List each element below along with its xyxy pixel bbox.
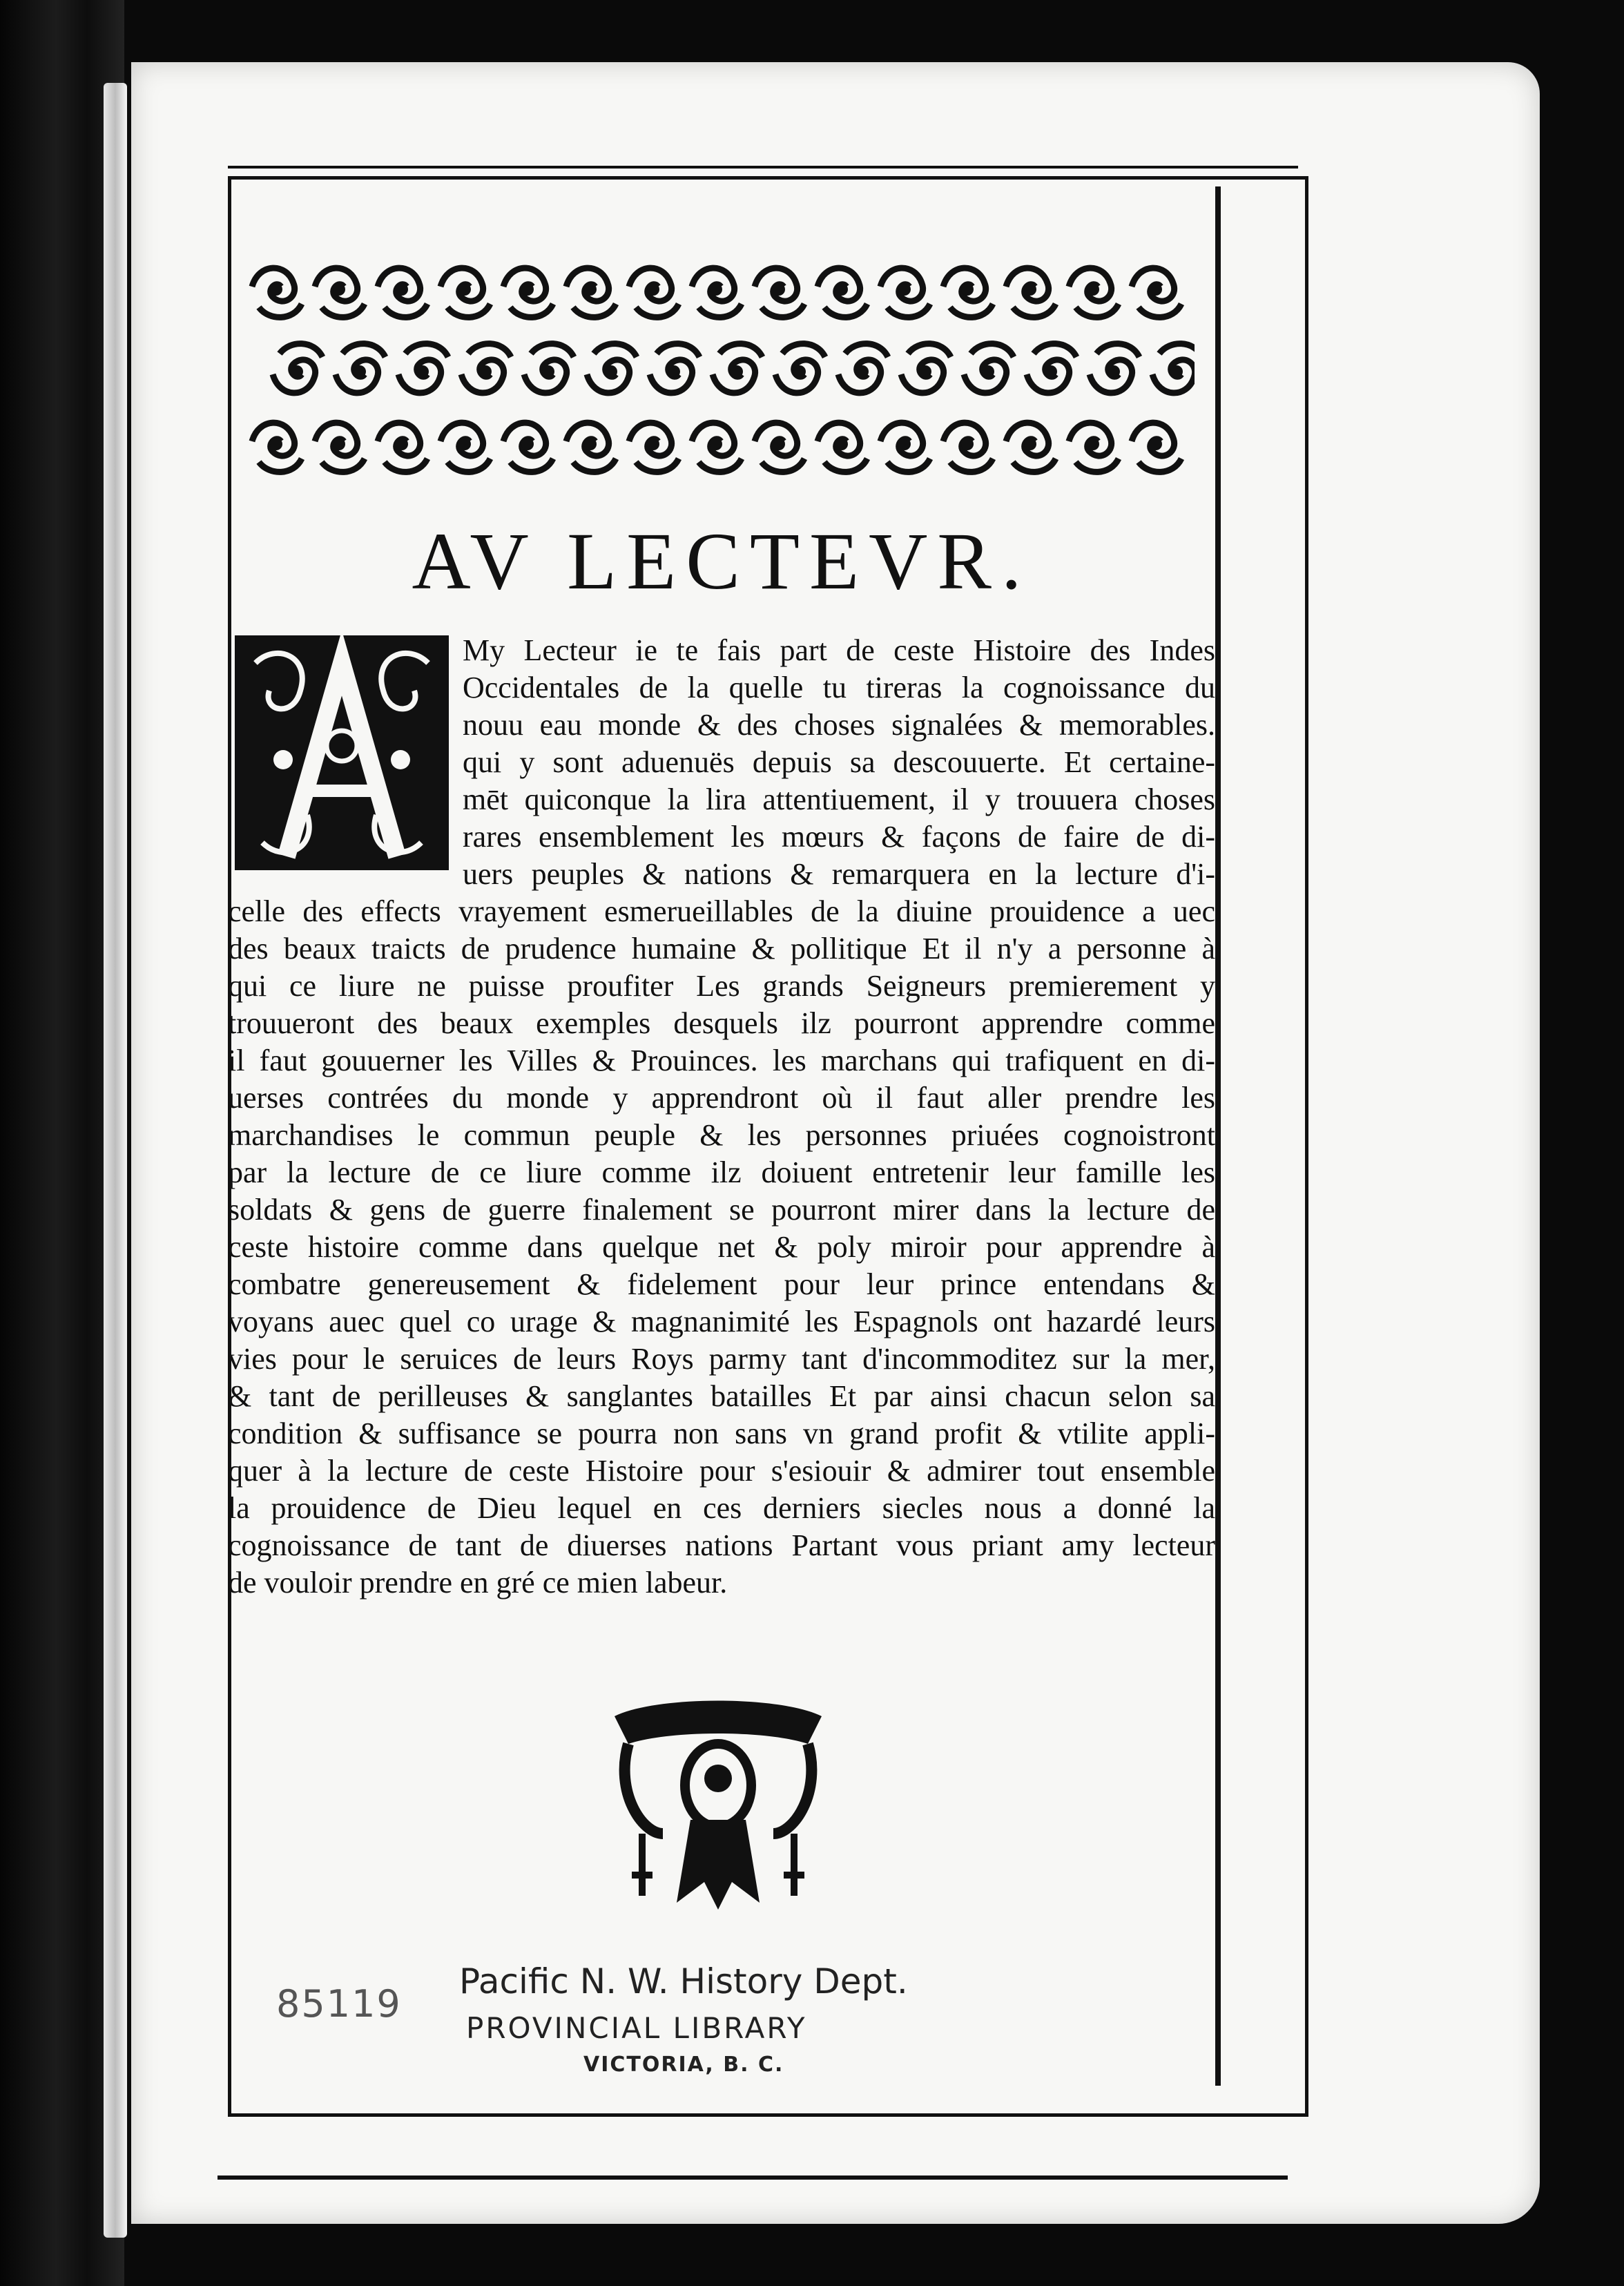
stamp-library: PROVINCIAL LIBRARY	[466, 2011, 807, 2045]
text-line: des beaux traicts de prudence humaine & pollitique Et il n'y a personne à	[228, 932, 1215, 966]
text-line: la prouidence de Dieu lequel en ces derniers siecles nous a donné la	[228, 1491, 1215, 1525]
text-line: condition & suffisance se pourra non sans vn grand profit & vtilite appli-	[228, 1416, 1215, 1450]
text-line: marchandises le commun peuple & les personnes priuées cognoistront	[228, 1118, 1215, 1152]
text-line: & tant de perilleuses & sanglantes batailles Et par ainsi chacun selon sa	[228, 1379, 1215, 1413]
page-frame-inner-rule	[1215, 186, 1221, 2086]
stamp-location: VICTORIA, B. C.	[583, 2053, 784, 2077]
stamp-department: Pacific N. W. History Dept.	[459, 1961, 908, 2001]
top-rule	[228, 166, 1298, 169]
text-line: de vouloir prendre en gré ce mien labeur.	[228, 1566, 728, 1600]
text-line: qui y sont aduenuës depuis sa descouuerte. Et certaine-	[463, 745, 1215, 779]
text-line: par la lecture de ce liure comme ilz doiuent entretenir leur famille les	[228, 1155, 1215, 1189]
text-line: voyans auec quel co urage & magnanimité les Espagnols ont hazardé leurs	[228, 1305, 1215, 1338]
text-line: nouu eau monde & des choses signalées & memorables.	[463, 708, 1215, 742]
ornamental-headpiece	[245, 252, 1195, 490]
accession-number: 85119	[276, 1982, 402, 2026]
preface-text	[228, 632, 1215, 1602]
text-line: qui ce liure ne puisse proufiter Les grands Seigneurs premierement y	[228, 969, 1215, 1003]
text-line: combatre genereusement & fidelement pour leur prince entendans &	[228, 1267, 1215, 1301]
bottom-rule	[218, 2175, 1288, 2180]
binding-edge	[104, 83, 127, 2238]
text-line: mēt quiconque la lira attentiuement, il y trouuera choses	[463, 782, 1215, 816]
text-line: My Lecteur ie te fais part de ceste Histoire des Indes	[463, 633, 1215, 667]
library-stamp	[276, 1948, 967, 2077]
text-line: trouueront des beaux exemples desquels ilz pourront apprendre comme	[228, 1006, 1215, 1040]
text-line: cognoissance de tant de diuerses nations Partant vous priant amy lecteur	[228, 1528, 1215, 1562]
page-title: AV LECTEVR.	[412, 516, 1032, 606]
text-line: celle des effects vrayement esmerueillables de la diuine prouidence a uec	[228, 894, 1215, 928]
text-line: rares ensemblement les mœurs & façons de faire de di-	[463, 820, 1215, 854]
text-line: Occidentales de la quelle tu tireras la cognoissance du	[463, 671, 1215, 704]
text-line: vies pour le seruices de leurs Roys parmy tant d'incommoditez sur la mer,	[228, 1342, 1215, 1376]
text-line: ceste histoire comme dans quelque net & poly miroir pour apprendre à	[228, 1230, 1215, 1264]
tailpiece-ornament	[601, 1696, 835, 1917]
text-line: soldats & gens de guerre finalement se pourront mirer dans la lecture de	[228, 1193, 1215, 1227]
text-line: il faut gouuerner les Villes & Prouinces. les marchans qui trafiquent en di-	[228, 1044, 1215, 1077]
text-line: quer à la lecture de ceste Histoire pour s'esiouir & admirer tout ensemble	[228, 1454, 1215, 1488]
text-line: uerses contrées du monde y apprendront où il faut aller prendre les	[228, 1081, 1215, 1115]
text-line: uers peuples & nations & remarquera en la lecture d'i-	[463, 857, 1215, 891]
